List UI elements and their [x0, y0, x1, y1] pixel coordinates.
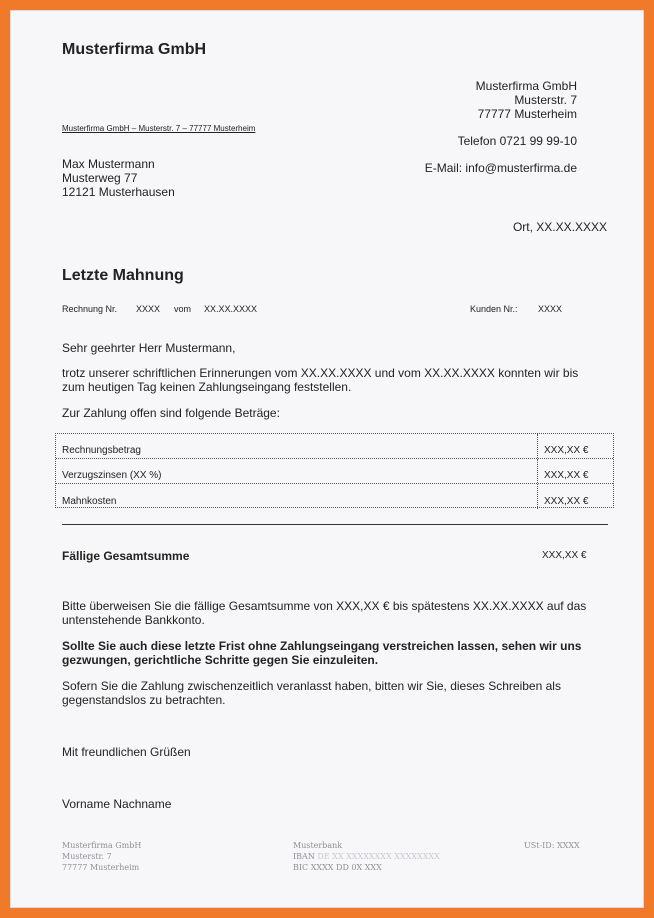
regards: Mit freundlichen Grüßen — [62, 745, 191, 759]
sender-phone: Telefon 0721 99 99-10 — [457, 134, 577, 148]
invoice-label: Rechnung Nr. — [62, 304, 118, 314]
row-value: XXX,XX € — [544, 470, 589, 481]
signature-name: Vorname Nachname — [62, 797, 172, 811]
letter-heading: Letzte Mahnung — [62, 267, 184, 284]
return-address-line: Musterfirma GmbH – Musterstr. 7 – 77777 Musterheim — [62, 124, 256, 133]
paragraph-payment-request: Bitte überweisen Sie die fällige Gesamtsumme von XXX,XX € bis spätestens XX.XX.XXXX auf das untenstehende Bankkonto. — [62, 599, 587, 627]
invoice-date-label: vom — [174, 304, 192, 314]
customer-number: XXXX — [538, 304, 563, 314]
paragraph-warning: Sollte Sie auch diese letzte Frist ohne Zahlungseingang verstreichen lassen, sehen wir uns gezwungen, gerichtliche Schritte gegen Sie einzuleiten. — [62, 639, 582, 667]
sender-street: Musterstr. 7 — [514, 93, 577, 107]
greeting: Sehr geehrter Herr Mustermann, — [62, 341, 236, 355]
footer-company — [62, 840, 141, 873]
footer-iban-value: DE XX XXXXXXXX XXXXXXXX — [317, 852, 440, 861]
footer-city: 77777 Musterheim — [62, 863, 140, 872]
customer-label: Kunden Nr.: — [470, 304, 518, 314]
footer-bank-name: Musterbank — [293, 841, 343, 850]
footer-iban-label: IBAN — [293, 852, 315, 861]
paragraph-open-amounts: Zur Zahlung offen sind folgende Beträge: — [62, 406, 280, 420]
total-divider — [62, 524, 608, 525]
footer-vat: USt-ID: XXXX — [524, 841, 580, 850]
sender-name: Musterfirma GmbH — [475, 79, 577, 93]
sender-email: E-Mail: info@musterfirma.de — [424, 161, 577, 175]
invoice-date: XX.XX.XXXX — [204, 304, 258, 314]
total-value: XXX,XX € — [542, 550, 587, 561]
row-label: Verzugszinsen (XX %) — [62, 470, 162, 481]
row-label: Rechnungsbetrag — [62, 445, 141, 456]
recipient-city: 12121 Musterhausen — [62, 185, 175, 199]
row-label: Mahnkosten — [62, 496, 117, 507]
paragraph-reminders: trotz unserer schriftlichen Erinnerungen vom XX.XX.XXXX und vom XX.XX.XXXX konnten wir bis zum heutigen Tag keinen Zahlungseingang feststellen. — [62, 366, 579, 394]
table-row — [56, 459, 613, 484]
total-label: Fällige Gesamtsumme — [62, 549, 190, 563]
row-value: XXX,XX € — [544, 496, 589, 507]
footer-street: Musterstr. 7 — [62, 852, 112, 861]
company-title: Musterfirma GmbH — [62, 41, 207, 58]
letter-date: Ort, XX.XX.XXXX — [512, 220, 607, 234]
invoice-number: XXXX — [136, 304, 161, 314]
footer-bank — [293, 840, 440, 873]
sender-address — [476, 79, 577, 121]
footer-company-name: Musterfirma GmbH — [62, 841, 142, 850]
letter-page — [10, 10, 644, 908]
sender-city: 77777 Musterheim — [477, 107, 577, 121]
footer-bic: BIC XXXX DD 0X XXX — [293, 863, 382, 872]
row-value: XXX,XX € — [544, 445, 589, 456]
recipient-address — [62, 157, 175, 199]
table-row — [56, 434, 613, 459]
table-row — [56, 484, 613, 509]
recipient-street: Musterweg 77 — [62, 171, 138, 185]
paragraph-already-paid: Sofern Sie die Zahlung zwischenzeitlich veranlasst haben, bitten wir Sie, dieses Schreiben als gegenstandslos zu betrachten. — [62, 679, 561, 707]
amounts-table — [55, 433, 614, 508]
recipient-name: Max Mustermann — [62, 157, 155, 171]
